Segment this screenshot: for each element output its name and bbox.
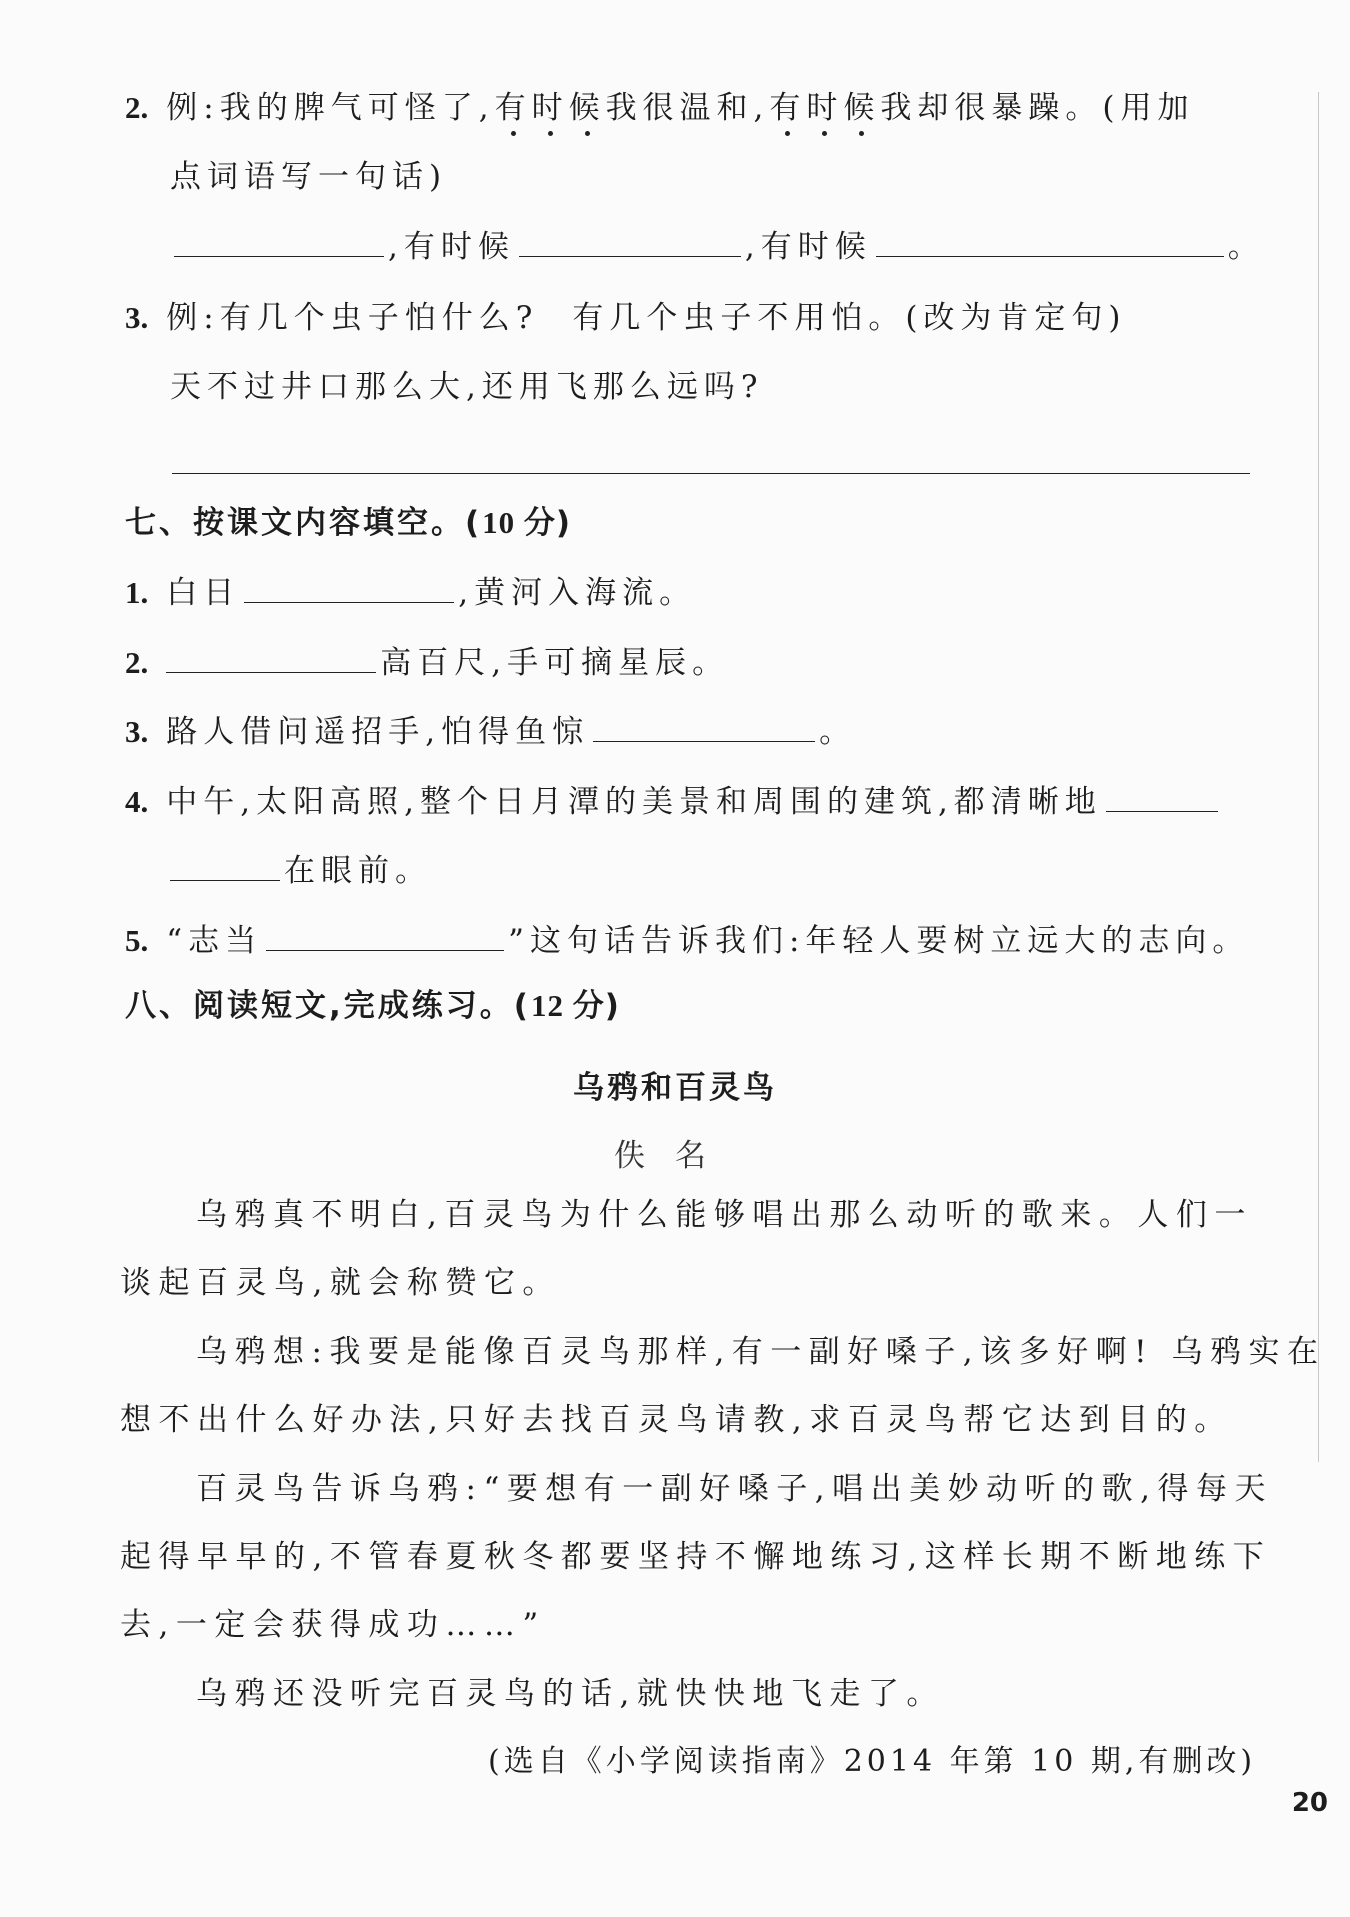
q2-prefix: 例:我的脾气可怪了,: [166, 90, 495, 126]
q2-dotted-char: 时: [531, 90, 569, 126]
s7-item-text: 中午,太阳高照,整个日月潭的美景和周围的建筑,都清晰地: [166, 784, 1102, 820]
q3-example: 例:有几个虫子怕什么?: [166, 300, 539, 336]
s7-item-number: 1.: [125, 575, 149, 610]
source-citation: (选自《小学阅读指南》2014 年第 10 期,有删改): [488, 1744, 1257, 1779]
q2-fill-a: ,有时候: [388, 229, 515, 265]
section-8-score: 12 分: [530, 988, 605, 1023]
s7-item-1: [125, 577, 696, 609]
q2-fill-b: ,有时候: [744, 229, 872, 265]
s7-item-number: 5.: [125, 923, 149, 958]
story-title: 乌鸦和百灵鸟: [573, 1070, 777, 1106]
s7-item-text: 白日: [166, 575, 241, 611]
s7-item-3: [125, 716, 856, 748]
q2-dotted-char: 时: [806, 90, 844, 126]
story-line: 谈起百灵鸟,就会称赞它。: [120, 1265, 561, 1301]
s7-item-number: 4.: [125, 784, 149, 819]
story-author: 佚名: [614, 1138, 736, 1174]
s7-item-text: 路人借问遥招手,怕得鱼惊: [166, 714, 590, 750]
answer-blank[interactable]: [593, 719, 815, 742]
s7-item-4: [125, 786, 1222, 818]
q2-dotted-char: 候: [843, 90, 881, 126]
q2-line-2: 点词语写一句话): [170, 159, 448, 195]
q2-dotted-char: 候: [568, 90, 606, 126]
story-line: 乌鸦真不明白,百灵鸟为什么能够唱出那么动听的歌来。人们一: [196, 1197, 1253, 1233]
section-7-title: 七、按课文内容填空。(: [125, 505, 483, 541]
q2-dotted-char: 有: [769, 90, 807, 126]
s7-item-4-cont: [170, 853, 432, 889]
q3-question: 天不过井口那么大,还用飞那么远吗?: [170, 369, 764, 405]
q2-dotted-char: 有: [494, 90, 532, 126]
q3-number: 3.: [125, 300, 149, 335]
q3-answer-example: 有几个虫子不用怕。(改为肯定句): [572, 300, 1127, 336]
section-7-score: 10 分: [482, 505, 556, 540]
story-line: 百灵鸟告诉乌鸦:“要想有一副好嗓子,唱出美妙动听的歌,得每天: [196, 1471, 1273, 1507]
s7-item-text: “志当: [166, 923, 263, 959]
page-number: 20: [1291, 1788, 1328, 1818]
s7-item-5: [125, 925, 1249, 957]
q2-line-1: [125, 92, 1195, 124]
story-line: 想不出什么好办法,只好去找百灵鸟请教,求百灵鸟帮它达到目的。: [120, 1402, 1233, 1438]
section-8-heading: [125, 990, 622, 1022]
q2-end: 。: [1227, 229, 1265, 265]
s7-item-number: 2.: [125, 645, 149, 680]
answer-blank[interactable]: [170, 858, 280, 881]
s7-item-2: [125, 647, 729, 679]
answer-blank[interactable]: [876, 234, 1224, 257]
story-line: 起得早早的,不管春夏秋冬都要坚持不懈地练习,这样长期不断地练下: [120, 1539, 1272, 1575]
q2-middle: 我很温和,: [605, 90, 770, 126]
answer-blank[interactable]: [519, 234, 741, 257]
section-8-close: ): [604, 988, 622, 1024]
s7-item-text: 高百尺,手可摘星辰。: [380, 645, 730, 681]
answer-blank[interactable]: [166, 650, 376, 673]
q2-suffix: 我却很暴躁。(用加: [880, 90, 1195, 126]
section-7-close: ): [555, 505, 574, 541]
answer-blank[interactable]: [174, 234, 384, 257]
s7-item-number: 3.: [125, 714, 149, 749]
q2-number: 2.: [125, 90, 149, 125]
section-8-title: 八、阅读短文,完成练习。(: [125, 988, 531, 1024]
answer-blank[interactable]: [244, 580, 454, 603]
s7-item-text: 在眼前。: [284, 853, 432, 889]
section-7-heading: [125, 507, 573, 539]
q3-line-1: [125, 302, 1127, 334]
story-line: 乌鸦还没听完百灵鸟的话,就快快地飞走了。: [196, 1676, 945, 1712]
q3-answer-blank[interactable]: [172, 473, 1250, 474]
s7-item-text: 。: [819, 714, 857, 750]
s7-item-text: ”这句话告诉我们:年轻人要树立远大的志向。: [508, 923, 1250, 959]
s7-item-text: ,黄河入海流。: [458, 575, 697, 611]
answer-blank[interactable]: [266, 928, 504, 951]
story-line: 乌鸦想:我要是能像百灵鸟那样,有一副好嗓子,该多好啊! 乌鸦实在: [196, 1334, 1326, 1370]
margin-rule: [1318, 92, 1319, 1462]
q2-answer-line: [170, 229, 1265, 265]
answer-blank[interactable]: [1106, 789, 1218, 812]
story-line: 去,一定会获得成功……”: [120, 1607, 546, 1643]
